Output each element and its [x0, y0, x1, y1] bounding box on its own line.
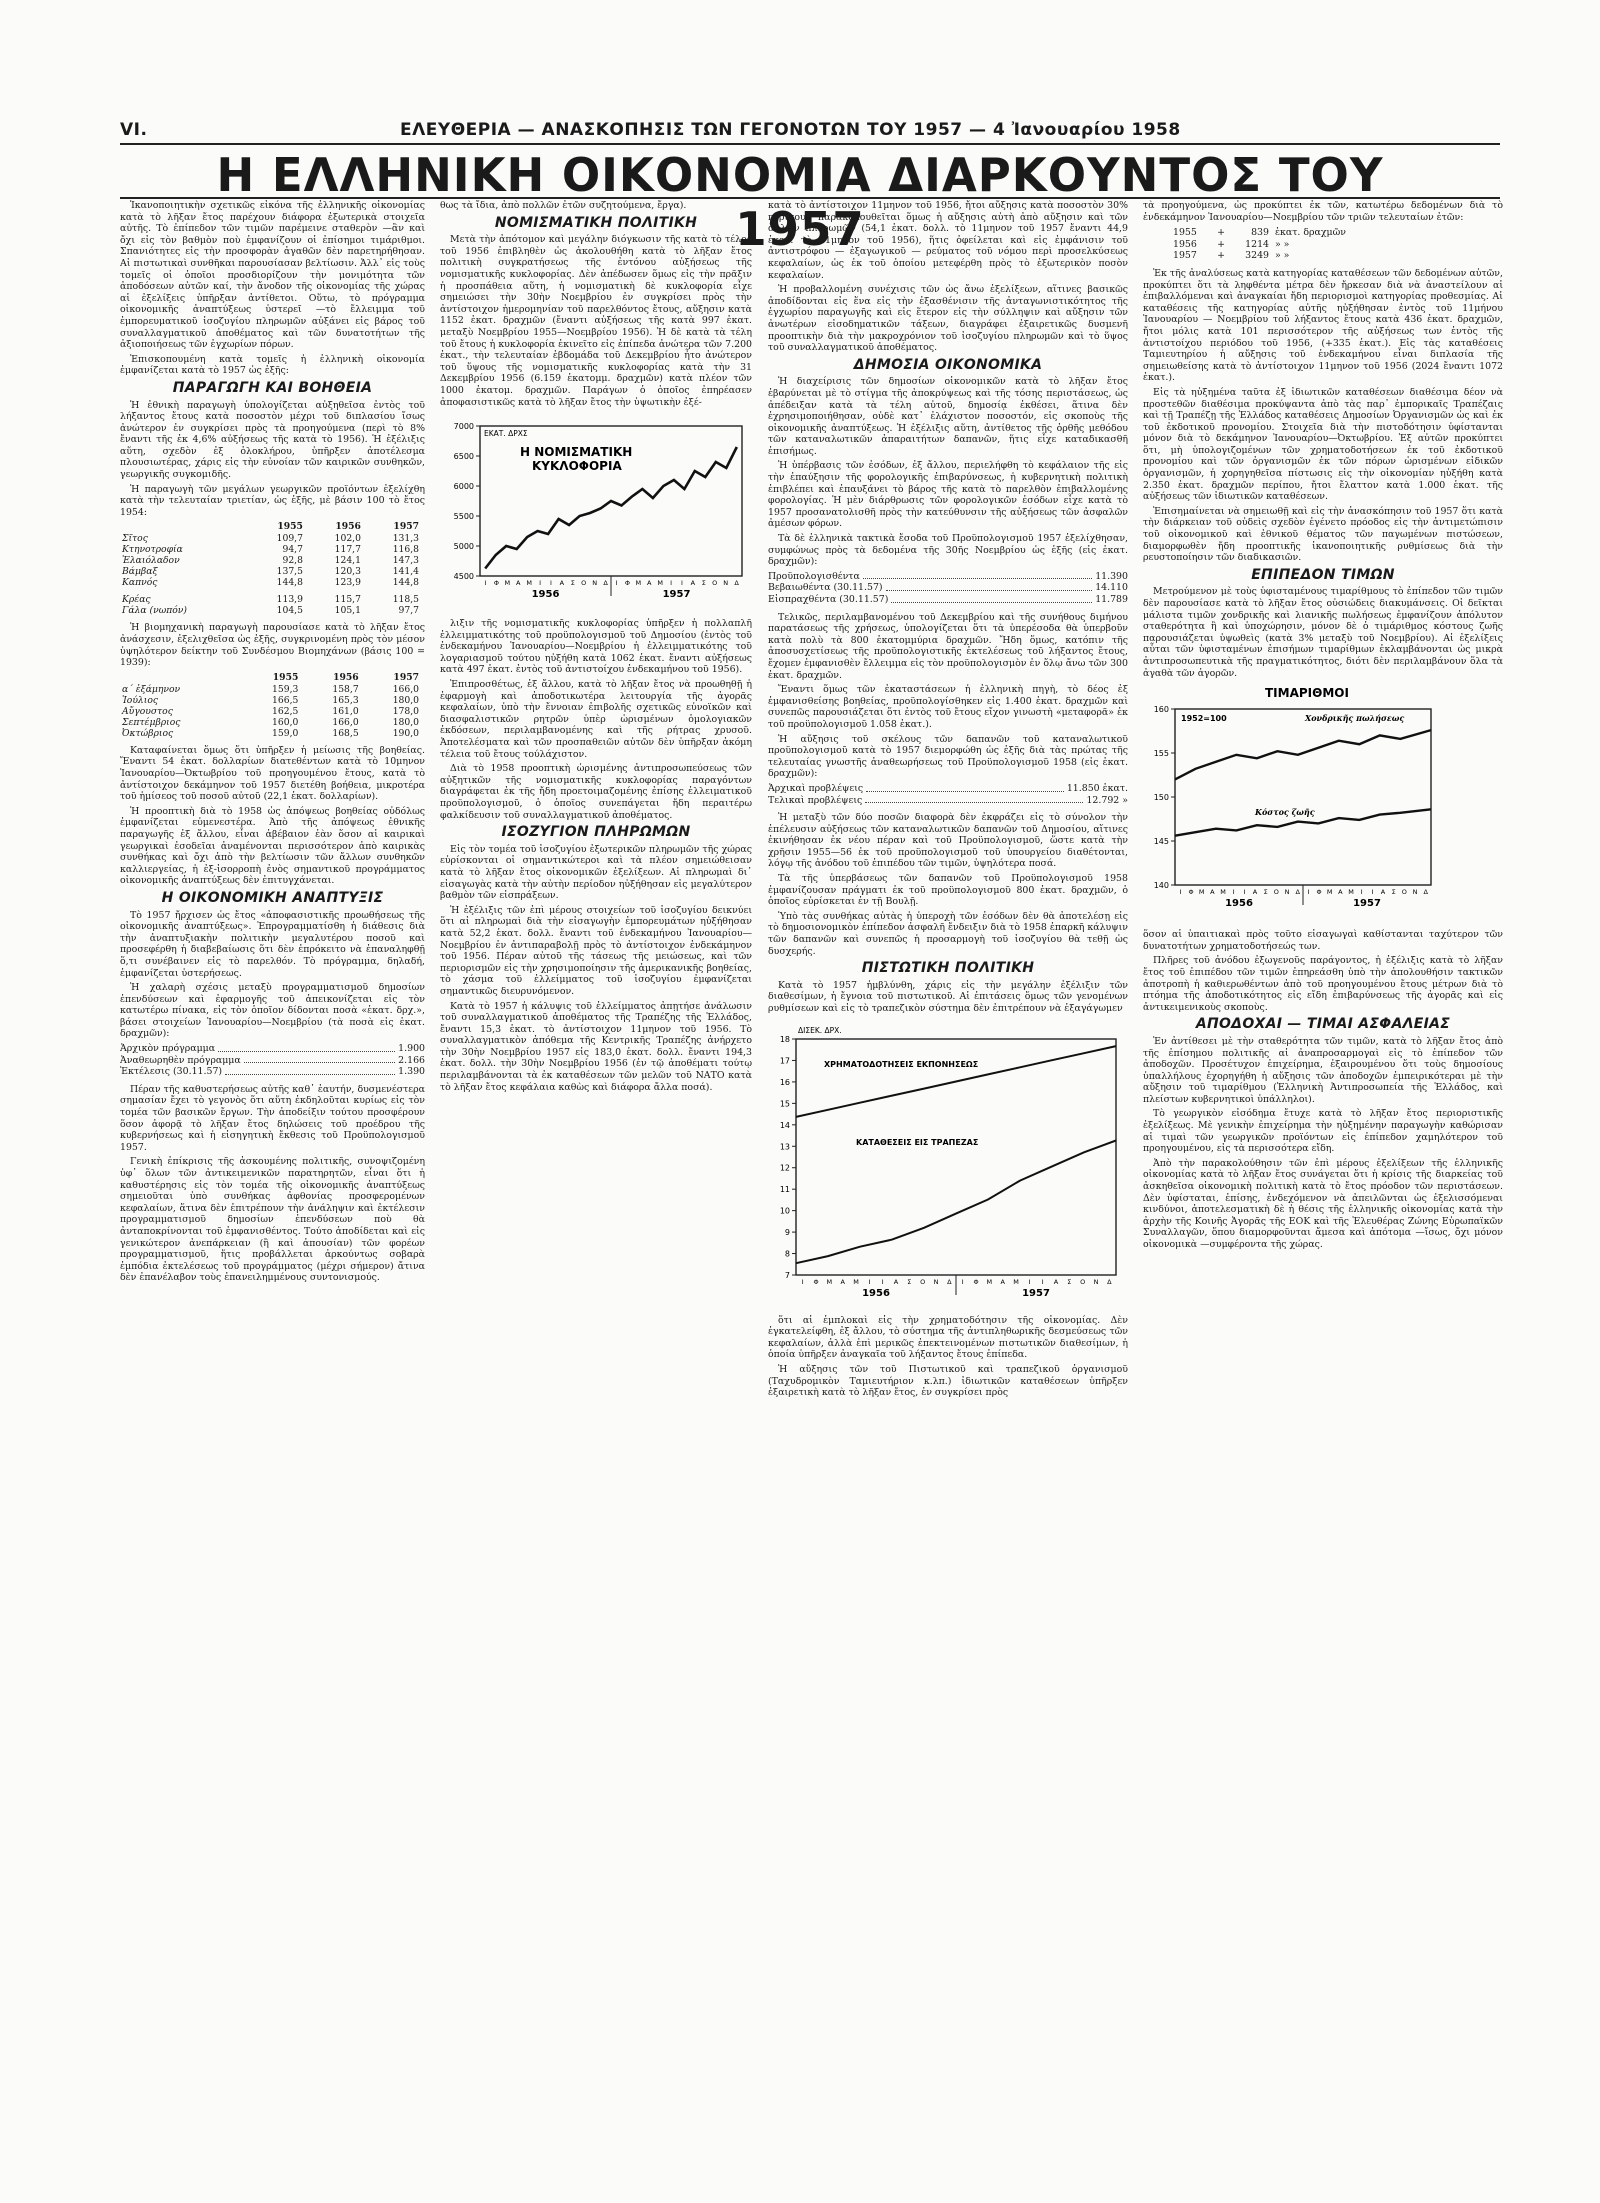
table-row: [120, 605, 425, 616]
table-cell: 166,0: [332, 716, 359, 728]
table-header: 1957: [393, 671, 419, 683]
x-tick-label: Σ: [1067, 1277, 1072, 1286]
y-tick-label: 16: [779, 1077, 790, 1087]
table-cell: 190,0: [392, 727, 419, 739]
paragraph: κατὰ τὸ ἀντίστοιχον 11μηνον τοῦ 1956, ἤτοι αὔξησις κατὰ ποσοστὸν 30% περίπου), παρακολουθεῖται ὅμως ἡ αὔξησις αὐτὴ ἀπὸ αὔξησιν καὶ τῶν ἄλλων πληρωμῶν (54,1 ἑκατ. δολλ. τὸ 11μηνον τοῦ 1957 ἔναντι 44,9 ἑκατ. τὸ 11μηνον τοῦ 1956), ἥτις ὀφείλεται καὶ εἰς ἐμφάνισιν τοῦ ἀντιστρόφου — ἐξαγωγικοῦ — ρεύματος τοῦ νόμου περὶ προσελκύσεως κεφαλαίων, ὡς ἐκ τοῦ ὁποίου μετεφέρθη πρὸς τὸ ἐξωτερικὸν ποσὸν κεφαλαίων.: [768, 200, 1128, 281]
table-cell: 166,0: [392, 683, 419, 695]
x-tick-label: Ι: [1360, 888, 1363, 897]
expenditure-list: [768, 783, 1128, 806]
y-tick-label: 17: [779, 1056, 790, 1066]
paragraph: Γενικὴ ἐπίκρισις τῆς ἀσκουμένης πολιτικῆς, συνοψιζομένη ὑφ᾽ ὅλων τῶν ἀντικειμενικῶν παρατηρητῶν, εἶναι ὅτι ἡ καθυστέρησις εἰς τὸν τομέα τῆς οἰκονομικῆς ἀναπτύξεως σημειοῦται ὑπὸ συνθήκας ἀφθονίας προσφερομένων κεφαλαίων, ἅτινα δὲν ἐπιτρέπουν τὴν ἀνάληψιν καὶ ἐκτέλεσιν προγραμματισμοῦ δημοσίων ἐπενδύσεων ποὺ θὰ ἀνταποκρίνονται τοῦ ἐμφανισθέντος. Τούτο ἀποδίδεται καὶ εἰς γενικώτερον ἀνεπάρκειαν (ἢ καὶ ἀπουσίαν) τῶν φορέων προγραμματισμοῦ, ἥτις προβάλλεται ἀρκούντως σοβαρὰ ἐμπόδια ἐκτελέσεως τοῦ προγράμματος (μέχρι σήμερον) ἄτινα δὲν ἐπανέλαβον τοὺς ἐπανειλημμένους συντονισμούς.: [120, 1156, 425, 1284]
page-headline: Η ΕΛΛΗΝΙΚΗ ΟΙΚΟΝΟΜΙΑ ΔΙΑΡΚΟΥΝΤΟΣ ΤΟΥ 1957: [216, 148, 1384, 256]
top-rule: [120, 143, 1500, 145]
paragraph: Εἰς τὰ ηὐξημένα ταῦτα ἐξ ἰδιωτικῶν καταθέσεων διαθέσιμα δέον νὰ προστεθῶν διαθέσιμα προκύψαντα ἀπὸ τὰς παρ᾽ ἐμπορικαῖς Τραπέζαις καὶ τῇ Τραπέζῃ τῆς Ἑλλάδος καταθέσεις Δημοσίων Ὀργανισμῶν ὡς καὶ ἐκ τοῦ ἐκδοτικοῦ προνομίου. Στοιχεῖα διὰ τὴν πιστοδότησιν ὑφίστανται μόνον διὰ τὸ δεκάμηνον Ἰανουαρίου—Ὀκτωβρίου. Ἐξ αὐτῶν προκύπτει ὅτι, μὴ ὑπολογιζομένων τῶν χρηματοδοτήσεων ἐκ τοῦ ἐκδοτικοῦ προνομίου καὶ τῶν ὀργανισμῶν ἐκ τῶν πόρων ὡρισμένων εἰδικῶν ὀργανισμῶν, ἡ χορηγηθεῖσα πίστωσις εἰς τὴν οἰκονομίαν ηὐξήθη κατὰ 2.350 ἑκατ. δραχμῶν περίπου, ἤτοι ἔλαττον κατὰ 1.000 ἑκατ. τῆς αὐξήσεως τῶν ἰδιωτικῶν καταθέσεων.: [1143, 386, 1503, 503]
paragraph: Ἔναντι ὅμως τῶν ἐκαταστάσεων ἡ ἐλληνικὴ πηγὴ, τὸ δέος ἐξ ἐμφανισθείσης βοηθείας, προϋπολογίσθηκεν εἰς 1.400 ἑκατ. δραχμῶν καὶ συνεπῶς παρουσιάζεται ὅτι ἐντὸς τοῦ ἔτους εἴχον γινωστὴ «μεταφορᾶ» ἐκ τοῦ προϋπολογισμοῦ 1.058 ἑκατ.).: [768, 684, 1128, 730]
x-tick-label: Ν: [1412, 888, 1418, 897]
table-cell: 159,0: [272, 727, 299, 739]
table-cell: 166,5: [272, 694, 299, 706]
x-tick-label: Ο: [920, 1277, 926, 1286]
paragraph: θως τὰ ἴδια, ἀπὸ πολλῶν ἐτῶν συζητούμενα, ἔργα).: [440, 200, 687, 211]
x-tick-label: Φ: [493, 579, 499, 588]
x-tick-label: Φ: [624, 579, 630, 588]
table-cell: 131,3: [392, 533, 419, 545]
year-label: 1957: [1353, 898, 1381, 910]
paragraph: Ἀπὸ τὴν παρακολούθησιν τῶν ἐπὶ μέρους ἐξελίξεων τῆς ἑλληνικῆς οἰκονομίας κατὰ τὸ λῆξαν ἔτος συνάγεται ὅτι ἡ κρίσις τῆς διαρκείας τοῦ ἀσκηθεῖσα οἰκονομικὴ πολιτικὴ κατὰ τὸ ἔτος πρόοδον τῶν περιστάσεων. Δὲν ὑφίσταται, ἐπίσης, ἐνδεχόμενον νὰ ἀπειλῶνται ὡς ἐξελισσόμεναι κινδύνοι, ἀποτελεσματικὴ δὲ ἡ θέσις τῆς ἑλληνικῆς οἰκονομίας κατὰ τὴν ἀρχὴν τῆς Κοινῆς Ἀγορᾶς τῆς ΕΟΚ καὶ τῆς Ἐλευθέρας Ζώνης Εὐρωπαϊκῶν Συναλλαγῶν, ὅπου διαμορφοῦνται ἄμεσα καὶ ἀπότομα —ἴσως, ὄχι μόνον οἰκονομικὰ —συμφέροντα τῆς χώρας.: [1143, 1157, 1503, 1250]
x-tick-label: Μ: [504, 579, 511, 588]
table-row: [120, 728, 425, 739]
row-label: Ὀκτώβριος: [122, 727, 174, 739]
paragraph: Τὸ 1957 ἤρχισεν ὡς ἔτος «ἀποφασιστικῆς προωθήσεως τῆς οἰκονομικῆς ἀναπτύξεως». Ἐπρογραμματίσθη ἡ διάθεσις διὰ τὴν ἀναπτυξιακὴν πολιτικὴν μεγαλυτέρου ποσοῦ καὶ προσεφέρθη ἡ διαβεβαίωσις ὅτι δὲν ἐπρόκειτο νὰ ἐπαναληφθῇ ὅ,τι συνέβαινεν εἰς τὸ παρελθόν. Τὸ πρόγραμμα, δηλαδή, ἐμφανίζεται ὑστερήσεως.: [120, 909, 425, 979]
table-cell: 97,7: [398, 605, 419, 617]
x-tick-label: Α: [1380, 888, 1386, 897]
x-tick-label: Δ: [1295, 888, 1300, 897]
y-tick-label: 15: [779, 1098, 790, 1108]
x-tick-label: Φ: [973, 1277, 979, 1286]
table-cell: 137,5: [276, 566, 303, 578]
paragraph: Μετὰ τὴν ἀπότομον καὶ μεγάλην διόγκωσιν τῆς κατὰ τὸ τέλος τοῦ 1956 ἐπιβληθὲν ὡς ἀκολουθήθη κατὰ τὸ λῆξαν ἔτος πολιτικὴ συγκρατήσεως τῆς ἐντόνου αὐξήσεως τῆς νομισματικῆς κυκλοφορίας. Δὲν ἀπέδωσεν ὅμως εἰς τὴν πρᾶξιν ἡ προσπάθεια αὕτη, ἡ νομισματικὴ δὲ κυκλοφορία εἶχε σημειώσει τὴν 30ὴν Νοεμβρίου ἐν συγκρίσει πρὸς τὴν ἀντίστοιχον ἡμερομηνίαν τοῦ παρελθόντος ἔτους, αὔξησιν κατὰ 1152 ἑκατ. δραχμῶν (ἔναντι αὐξήσεως τῆς κατὰ 997 ἑκατ. μεταξὺ Νοεμβρίου 1955—Νοεμβρίου 1956). Ἡ δὲ κατὰ τὰ τέλη τοῦ ἔτους ἡ κυκλοφορία ἐκινεῖτο εἰς ἐπίπεδα ἀνώτερα τῶν 7.200 ἑκατ., τὴν τελευταίαν ἑβδομάδα τοῦ Δεκεμβρίου ἦτο ἀνώτερον τοῦ ὕψους τῆς νομισματικῆς κυκλοφορίας κατὰ τὴν 31 Δεκεμβρίου 1956 (6.159 ἑκατομμ. δραχμῶν) κατὰ πλέον τῶν 1000 ἑκατομ. δραχμῶν. Παράγων ὁ ὁποῖος ἐπηρέασεν ἀποφασιστικῶς κατὰ τὸ λῆξαν ἔτος τὴν ὑψωτικὴν ἐξέ-: [440, 234, 752, 408]
agricultural-production-table: [120, 521, 425, 616]
y-tick-label: 10: [779, 1206, 790, 1216]
y-tick-label: 6000: [453, 482, 474, 492]
table-row: [120, 544, 425, 555]
year-label: 1957: [662, 589, 691, 601]
series-label: Κόστος ζωῆς: [1255, 807, 1315, 818]
section-heading-credit: ΠΙΣΤΩΤΙΚΗ ΠΟΛΙΤΙΚΗ: [861, 960, 1035, 977]
paragraph: Κατὰ τὸ 1957 ἠμβλύνθη, χάρις εἰς τὴν μεγάλην ἐξέλιξιν τῶν διαθεσίμων, ἡ ἔγνοια τοῦ πιστωτικοῦ. Αἱ ἐπιτάσεις ὅμως τῶν γενομένων ρυθμίσεων καὶ εἰς τὸ τραπεζικὸν σύστημα δὲν ἐπιτρέπουν νὰ ἐξαγάγωμεν: [768, 979, 1128, 1014]
table-cell: 117,7: [334, 544, 361, 556]
page-number: VI.: [120, 120, 148, 140]
table-row: [120, 577, 425, 588]
row-label: Σεπτέμβριος: [122, 716, 181, 728]
paragraph: Μετρούμενον μὲ τοὺς ὑφισταμένους τιμαρίθμους τὸ ἐπίπεδον τῶν τιμῶν δὲν παρουσίασε κατὰ τὸ λῆξαν ἔτος οὐσιώδεις διακυμάνσεις. Οἱ δεῖκται μάλιστα τιμῶν χονδρικῆς καὶ λιανικῆς πωλήσεως ἐμφανίζουν ἀπόλυτον σταθερότητα ἢ καὶ ὑποχώρησιν, μόνον δὲ ὁ τιμάριθμος κόστους ζωῆς παρουσιάζεται ὑψωθεὶς (κατὰ 3% μεταξὺ τοῦ Νοεμβρίου). Αἱ ἐξελίξεις αὗται τῶν ὑφισταμένων ἐπισήμων τιμαρίθμων ἐκλαμβάνονται ὡς μικρὰ ἀντιπροσωπευτικὰ τῆς πραγματικότητος, διότι δὲν περιλαμβάνουν ὅλα τὰ ἀγαθὰ τῶν ἀγορῶν.: [1143, 586, 1503, 679]
y-tick-label: 5500: [453, 512, 474, 522]
table-cell: 124,1: [334, 555, 361, 567]
y-tick-label: 150: [1153, 793, 1169, 803]
x-tick-label: Δ: [603, 579, 608, 588]
x-tick-label: Ι: [1307, 888, 1310, 897]
y-tick-label: 4500: [453, 572, 474, 582]
paragraph: Ἡ ἐξέλιξις τῶν ἐπὶ μέρους στοιχείων τοῦ ἰσοζυγίου δεικνύει ὅτι αἱ πληρωμαὶ διὰ τὴν εἰσαγωγὴν ἐμπορευμάτων ηὐξήθησαν κατὰ 52,2 ἑκατ. δολλ. ἔναντι τοῦ ἑνδεκαμήνου Ἰανουαρίου—Νοεμβρίου ἐν ἀντιπαραβολῇ πρὸς τὸ ἀντίστοιχον ἑνδεκάμηνον τοῦ 1956. Πέραν αὐτοῦ τῆς τάσεως τῆς μειώσεως, καὶ τῶν περιορισμῶν εἰς τὴν χρησιμοποίησιν τῆς ἀμερικανικῆς βοηθείας, τὸ χάσμα τοῦ ἐλλείμματος τοῦ ἰσοζυγίου ἐμφανίζεται σημαντικῶς διευρυνόμενον.: [440, 904, 752, 997]
deposits-table: [1173, 227, 1503, 262]
x-tick-label: Ι: [1179, 888, 1182, 897]
chart-title: ΚΥΚΛΟΦΟΡΙΑ: [532, 459, 622, 474]
x-tick-label: Ι: [680, 579, 683, 588]
table-cell: 161,0: [332, 705, 359, 717]
x-tick-label: Ο: [581, 579, 587, 588]
paragraph: τὰ προηγούμενα, ὡς προκύπτει ἐκ τῶν, κατωτέρω δεδομένων διὰ τὸ ἑνδεκάμηνον Ἰανουαρίου—Νοεμβρίου τῶν τριῶν τελευταίων ἐτῶν:: [1143, 200, 1503, 223]
headline-rule: [120, 197, 1500, 199]
paragraph: Ἐπισκοπουμένη κατὰ τομεῖς ἡ ἑλληνικὴ οἰκονομία ἐμφανίζεται κατὰ τὸ 1957 ὡς ἑξῆς:: [120, 353, 425, 377]
x-tick-label: Σ: [701, 579, 706, 588]
table-cell: 115,7: [334, 594, 361, 606]
table-cell: 144,8: [276, 577, 303, 589]
credit-series-2: [796, 1137, 1116, 1263]
paragraph: Ἐκ τῆς ἀναλύσεως κατὰ κατηγορίας καταθέσεων τῶν δεδομένων αὐτῶν, προκύπτει ὅτι τὰ ληφθέντα μέτρα δὲν ἤρκεσαν διὰ νὰ ἀναστείλουν αἱ ἐπιβαλλόμεναι καὶ ἀναγκαίαι ἤδη περιορισμοὶ κατηγορίας προθεσμίας. Αἱ καταθέσεις τῆς κατηγορίας αὐτῆς ηὐξήθησαν ἐντὸς τοῦ 11μήνου Ἰανουαρίου — Νοεμβρίου τοῦ λήξαντος ἔτους κατὰ 436 ἑκατ. δραχμῶν, ἤτοι μόλις κατὰ 101 περισσότερον τῆς αὐξήσεως των ἐντὸς τῆς ἀντιστοίχου περιόδου τοῦ 1956, (+335 ἑκατ.). Εἰς τὰς καταθέσεις Ταμιευτηρίου ἡ αὔξησις τοῦ ἑνδεκαμήνου εἶναι διπλασία τῆς σημειωθείσης κατὰ τὸ ἀντίστοιχον 11μηνον τοῦ 1956 (2024 ἔναντι 1072 ἑκατ.).: [1143, 267, 1503, 384]
x-tick-label: Σ: [1263, 888, 1268, 897]
section-heading-development: Η ΟΙΚΟΝΟΜΙΚΗ ΑΝΑΠΤΥΞΙΣ: [161, 889, 384, 906]
paragraph: Τὰ δὲ ἑλληνικὰ τακτικὰ ἔσοδα τοῦ Προϋπολογισμοῦ 1957 ἐξελίχθησαν, συμφώνως πρὸς τὰ δεδομένα τῆς 30ῆς Νοεμβρίου ὡς ἑξῆς (εἰς ἑκατ. δραχμῶν):: [768, 533, 1128, 568]
x-tick-label: Ι: [549, 579, 552, 588]
x-tick-label: Μ: [526, 579, 532, 588]
x-tick-label: Σ: [570, 579, 575, 588]
x-tick-label: Α: [559, 579, 565, 588]
y-tick-label: 6500: [453, 452, 474, 462]
x-tick-label: Μ: [1013, 1277, 1019, 1286]
table-cell: 102,0: [334, 533, 361, 545]
industrial-production-table: [120, 672, 425, 739]
paragraph: Ἡ μεταξὺ τῶν δύο ποσῶν διαφορὰ δὲν ἐκφράζει εἰς τὸ σύνολον τὴν ἐπέλευσιν αὐξήσεως τῶν καταναλωτικῶν δαπανῶν τοῦ Δημοσίου, αἵτινες ἐκινήθησαν ἐκ νέου πέραν καὶ τοῦ Προϋπολογισμοῦ, ὥστε κατὰ τὴν χρῆσιν 1955—56 ἐκ τοῦ προϋπολογισμοῦ τοῦ ὑπουργείου διαθέτονται, λόγῳ τῆς ἀνόδου τοῦ ἐπιπέδου τῶν τιμῶν, ὑψηλότερα ποσά.: [768, 812, 1128, 870]
x-tick-label: Δ: [734, 579, 739, 588]
list-item: Ἀναθεωρηθὲν πρόγραμμα 2.166: [120, 1054, 425, 1066]
row-label: Καπνός: [122, 577, 158, 589]
list-item: Τελικαὶ προβλέψεις 12.792 »: [768, 794, 1128, 806]
paragraph: Εἰς τὸν τομέα τοῦ ἰσοζυγίου ἐξωτερικῶν πληρωμῶν τῆς χώρας εὑρίσκονται οἱ σημαντικώτεροι καὶ τὰ πλέον σημειώθεισαν κατὰ τὸ λῆξαν ἔτος οἰκονομικῶν ἐξελίξεων. Αἱ πληρωμαὶ δι᾽ εἰσαγωγὰς κατὰ τὴν αὐτὴν περίοδον ηὐξήθησαν εἰς μεγαλύτερον βαθμὸν τῶν εἰσπράξεων.: [440, 843, 752, 902]
x-tick-label: Ι: [801, 1277, 804, 1286]
y-tick-label: 13: [779, 1141, 790, 1151]
paragraph: Ἡ διαχείρισις τῶν δημοσίων οἰκονομικῶν κατὰ τὸ λῆξαν ἔτος ἐβαρύνεται μὲ τὸ στίγμα τῆς ἀποκρύψεως καὶ τῆς τόσης περιστάσεως, ὡς ἀπέδειξαν κατὰ τὰ τέλη αὐτοῦ, δημοσίᾳ ἐκθέσει, ἅτινα δὲν ἐχρησιμοποιήθησαν, οὐδὲ κατ᾽ ἐλάχιστον ποσοστόν, εἰς σκοποὺς τῆς οἰκονομικῆς ἀναπτύξεως. Ἡ ἐξέλιξις αὕτη, ἀντίθετος τῆς ὀρθῆς μεθόδου τῶν καταναλωτικῶν ἀπαραιτήτων δαπανῶν, ἥτις εἶχε καταδικασθῆ ἐπισήμως.: [768, 376, 1128, 457]
y-tick-label: 7000: [453, 422, 474, 432]
chart-subtitle: 1952=100: [1181, 714, 1227, 724]
year-label: 1956: [1225, 898, 1253, 910]
x-tick-label: Μ: [1348, 888, 1354, 897]
table-header: 1955: [277, 521, 303, 533]
table-row: 1955 + 839 ἑκατ. δραχμῶν: [1173, 227, 1346, 239]
x-tick-label: Μ: [986, 1277, 993, 1286]
chart-title: Η ΝΟΜΙΣΜΑΤΙΚΗ: [520, 445, 633, 460]
row-label: Βάμβαξ: [122, 566, 158, 578]
money-circulation-chart: [440, 412, 752, 612]
x-tick-label: Α: [1252, 888, 1258, 897]
y-tick-label: 140: [1153, 881, 1169, 891]
x-tick-label: Ι: [1371, 888, 1374, 897]
table-row: [120, 684, 425, 695]
section-heading-balance-of-payments: ΙΣΟΖΥΓΙΟΝ ΠΛΗΡΩΜΩΝ: [501, 824, 691, 841]
section-heading-prices: ΕΠΙΠΕΔΟΝ ΤΙΜΩΝ: [1251, 566, 1395, 583]
table-cell: 105,1: [334, 605, 361, 617]
paragraph: Διὰ τὸ 1958 προοπτικὴ ὡρισμένης ἀντιπροσωπεύσεως τῶν αὐξητικῶν τῆς νομισματικῆς κυκλοφορίας παραγόντων διαγράφεται ἐκ τῆς ἤδη προετοιμαζομένης ἐπίσης ἐλλειματικοῦ προϋπολογισμοῦ, ὁ ὁποῖος συνεπάγεται ἤδη περαιτέρω φαλκίδευσιν τοῦ συναλλαγματικοῦ ἀποθέματος.: [440, 763, 752, 821]
paragraph: Πλῆρες τοῦ ἀνόδου ἐξωγενοῦς παράγοντος, ἡ ἐξέλιξις κατὰ τὸ λῆξαν ἔτος τοῦ ἐπιπέδου τῶν τιμῶν ἐπηρεάσθη ὑπὸ τὴν ἀπολουθήσιν τακτικῶν ἀποτροπὴ ἡ καθιερωθέντων ἀπὸ τοῦ προηγουμένου ἔτους μέτρων διὰ τὸ πτόημα τῆς ἀποδοτικότητος εἰς εἴδη ἐπιβαρύνσεως τῆς ἀγορᾶς καὶ εἰς ἀντικειμενικοὺς σκοποὺς.: [1143, 955, 1503, 1013]
table-cell: 92,8: [282, 555, 303, 567]
x-tick-label: Ι: [615, 579, 618, 588]
x-tick-label: Ο: [1080, 1277, 1086, 1286]
table-cell: 141,4: [392, 566, 419, 578]
paragraph: Ἡ παραγωγὴ τῶν μεγάλων γεωργικῶν προϊόντων ἐξελίχθη κατὰ τὴν τελευταίαν τριετίαν, ὡς ἑξῆς, μὲ βάσιν 100 τὸ ἔτος 1954:: [120, 483, 425, 518]
table-cell: 113,9: [276, 594, 303, 606]
x-tick-label: Μ: [826, 1277, 833, 1286]
paragraph: Ἡ αὔξησις τοῦ σκέλους τῶν δαπανῶν τοῦ καταναλωτικοῦ προϋπολογισμοῦ κατὰ τὸ 1957 διεμορφώθη ὡς ἑξῆς διὰ τὰς πρώτας τῆς τελευταίας γνωστῆς ἀναθεωρήσεως τοῦ Προϋπολογισμοῦ 1958 (εἰς ἑκατ. δραχμῶν):: [768, 733, 1128, 780]
credit-chart: [768, 1019, 1128, 1309]
x-tick-label: Μ: [657, 579, 663, 588]
row-label: Αὔγουστος: [122, 705, 173, 717]
x-tick-label: Ι: [1243, 888, 1246, 897]
row-label: Σῖτος: [122, 533, 148, 545]
x-tick-label: Μ: [1326, 888, 1333, 897]
row-label: α΄ ἑξάμηνον: [122, 683, 181, 695]
y-tick-label: 5000: [453, 542, 474, 552]
paragraph: Ἡ ὑπέρβασις τῶν ἐσόδων, ἐξ ἄλλου, περιελήφθη τὸ κεφάλαιον τῆς εἰς τὴν ἐπαύξησιν τῆς φορολογικῆς ἐπιβαρύνσεως, ἡ κυβερνητικὴ πολιτικὴ ἐπιβλέπει καὶ ἐπαυξάνει τὸ βάρος τῆς κατὰ τὸ παρελθὸν ἐπιβαλλομένης φορολογίας. Ἡ μὲν διάρθρωσις τῶν φορολογικῶν ἐσόδων εἶχε κατὰ τὸ 1957 προσανατολισθῆ πρὸς τὴν κατεύθυνσιν τῆς αὐξήσεως τῶν ἀσφαλῶν ἀμέσων φόρων.: [768, 460, 1128, 530]
x-tick-label: Α: [1210, 888, 1215, 897]
table-cell: 162,5: [272, 705, 299, 717]
series-label: Χονδρικῆς πωλήσεως: [1305, 713, 1405, 724]
list-item: Προϋπολογισθέντα 11.390: [768, 570, 1128, 582]
year-label: 1957: [1022, 1287, 1050, 1299]
x-tick-label: Ι: [868, 1277, 871, 1286]
paragraph: λιξιν τῆς νομισματικῆς κυκλοφορίας ὑπῆρξεν ἡ πολλαπλῆ ἐλλειμματικότης τοῦ προϋπολογισμοῦ τοῦ Δημοσίου (ἐντὸς τοῦ ἑνδεκαμήνου Ἰανουαρίου—Νοεμβρίου ἡ ἐλλειμματικότης τοῦ λογαριασμοῦ τούτου ηὐξήθη κατὰ 1062 ἑκατ. ἔναντι αὐξήσεως κατὰ 497 ἑκατ. ἐντὸς τοῦ ἀντιστοίχου ἑνδεκαμήνου τοῦ 1956).: [440, 618, 752, 676]
section-heading-production: ΠΑΡΑΓΩΓΗ ΚΑΙ ΒΟΗΘΕΙΑ: [172, 379, 373, 396]
x-tick-label: Α: [1053, 1277, 1059, 1286]
table-cell: 165,3: [332, 694, 359, 706]
unit-label: ΕΚΑΤ. ΔΡΧΣ: [484, 429, 528, 439]
x-tick-label: Ν: [1093, 1277, 1099, 1286]
table-cell: 160,0: [272, 716, 299, 728]
unit-label: ΔΙΣΕΚ. ΔΡΧ.: [798, 1025, 842, 1035]
paragraph: Ὑπὸ τὰς συνθήκας αὐτὰς ἡ ὑπεροχὴ τῶν ἐσόδων δὲν θὰ ἀποτελέσῃ εἰς τὸ δημοσιονομικὸν ἐπίπεδον ἀσφαλῆ ἔνδειξιν διὰ τὸ 1958 ἐπαρκῆ κάλυψιν τῶν δαπανῶν καὶ συνεπῶς ἡ προσαρμογὴ τοῦ ἰσοζυγίου θὰ τεθῇ ὡς δυσχερής.: [768, 910, 1128, 957]
list-item: Ἀρχικαὶ προβλέψεις 11.850 ἑκατ.: [768, 782, 1128, 794]
paragraph: Πέραν τῆς καθυστερήσεως αὐτῆς καθ᾽ ἑαυτήν, δυσμενέστερα σημασίαν ἔχει τὸ γεγονὸς ὅτι αὕτη ἐκδηλοῦται κυρίως εἰς τὸν τομέα τῶν βασικῶν ἔργων. Τὴν ἀποδείξιν τούτου προσφέρουν ὅσον ἀφορᾷ τὸ λῆξαν ἔτος δηλώσεις τοῦ προέδρου τῆς κυβερνήσεως καὶ ἡ εἰσηγητικὴ ἔκθεσις τοῦ Προϋπολογισμοῦ 1957.: [120, 1083, 425, 1153]
table-cell: 116,8: [392, 544, 419, 556]
y-tick-label: 11: [779, 1184, 790, 1194]
x-tick-label: Σ: [907, 1277, 912, 1286]
paragraph: Ἐπιπροσθέτως, ἐξ ἄλλου, κατὰ τὸ λῆξαν ἔτος νὰ προωθηθῇ ἡ ἐφαρμογὴ καὶ ἀποδοτικωτέρα λειτουργία τῆς ἀγορᾶς κεφαλαίων, ὑπὸ τὴν ἔννοιαν ἐπιβολῆς σχετικῶς εὐνοϊκῶν καὶ διασφαλιστικῶν ρητρῶν ὑπὲρ ὡρισμένων ὁμολογιακῶν ἐκδόσεων, περιλαμβανομένης καὶ τῆς ρήτρας χρυσοῦ. Ἀποτελέσματα καὶ τῶν προσπαθειῶν αὐτῶν δὲν ὑπῆρξαν ἀκόμη τέλεια τοῦ ἔτους τούλάχιστον.: [440, 679, 752, 760]
table-cell: 144,8: [392, 577, 419, 589]
column-3: [768, 200, 1128, 1402]
table-cell: 180,0: [392, 694, 419, 706]
x-tick-label: Μ: [635, 579, 642, 588]
x-tick-label: Α: [646, 579, 652, 588]
credit-series-1: [796, 1046, 1116, 1117]
y-tick-label: 160: [1153, 705, 1169, 715]
x-tick-label: Μ: [1198, 888, 1205, 897]
x-tick-label: Φ: [1188, 888, 1194, 897]
x-tick-label: Α: [690, 579, 696, 588]
table-row: [120, 695, 425, 706]
money-circulation-svg: [440, 412, 752, 612]
table-row: [120, 533, 425, 544]
column-4: [1143, 200, 1503, 1254]
table-row: [120, 717, 425, 728]
x-tick-label: Ι: [670, 579, 673, 588]
section-heading-monetary: ΝΟΜΙΣΜΑΤΙΚΗ ΠΟΛΙΤΙΚΗ: [494, 214, 698, 231]
y-tick-label: 155: [1153, 749, 1169, 759]
paragraph: Τὰ τῆς ὑπερβάσεως τῶν δαπανῶν τοῦ Προϋπολογισμοῦ 1958 ἐμφανίζουσαν πράγματι ἐκ τοῦ προϋπολογισμοῦ 800 ἑκατ. δραχμῶν, ὁ ὁποῖος εὑρίσκεται ἐν τῇ Βουλῇ.: [768, 873, 1128, 908]
y-tick-label: 8: [784, 1249, 790, 1259]
paragraph: Ἡ βιομηχανικὴ παραγωγὴ παρουσίασε κατὰ τὸ λῆξαν ἔτος ἀνάσχεσιν, ἐξελιχθεῖσα ὡς ἑξῆς, συγκρινομένη πρὸς τὸν μέσον ὑψηλότερον δείκτην τοῦ Συνδέσμου Βιομηχάνων (βάσις 100 = 1939):: [120, 622, 425, 669]
table-header: 1957: [393, 521, 419, 533]
chart-title: ΤΙΜΑΡΙΘΜΟΙ: [1265, 686, 1349, 701]
table-cell: 178,0: [392, 705, 419, 717]
paragraph: ὅσον αἱ ὑπαιτιακαὶ πρὸς τοῦτο εἰσαγωγαὶ καθίστανται ταχύτερον τῶν δυνατοτήτων χρηματοδοτήσεώς των.: [1143, 929, 1503, 952]
table-cell: 159,3: [272, 683, 299, 695]
x-tick-label: Α: [1338, 888, 1343, 897]
col1-intro: [120, 200, 425, 377]
table-cell: 120,3: [334, 566, 361, 578]
row-label: Ἐλαιόλαδον: [122, 555, 180, 567]
x-tick-label: Ι: [1028, 1277, 1031, 1286]
table-cell: 104,5: [276, 605, 303, 617]
table-cell: 94,7: [282, 544, 303, 556]
paragraph: Τελικῶς, περιλαμβανομένου τοῦ Δεκεμβρίου καὶ τῆς συνήθους διμήνου παρατάσεως τῆς χρήσεως, ὑπολογίζεται ὅτι τὰ ὑπερέσοδα θὰ ὑπερβοῦν κατὰ πολὺ τὰ 800 ἑκατομμύρια δραχμῶν. Ἤδη ὅμως, κατόπιν τῆς ἀποσυσχετίσεως τῆς προϋπολογιστικῆς ἐκτελέσεως τοῦ λήξαντος ἔτους, ἔχομεν ἐμφανισθὲν ἔλλειμμα εἰς τὸν προϋπολογισμὸν ἐν ὅλῳ ἄνω τῶν 300 ἑκατ. δραχμῶν.: [768, 611, 1128, 681]
list-item: Ἐκτέλεσις (30.11.57) 1.390: [120, 1066, 425, 1078]
table-cell: 118,5: [392, 594, 419, 606]
column-2: [440, 200, 752, 1096]
x-tick-label: Ι: [961, 1277, 964, 1286]
series-label: ΧΡΗΜΑΤΟΔΟΤΗΣΕΙΣ ΕΚΠΟΝΗΣΕΩΣ: [824, 1059, 979, 1069]
credit-svg: [768, 1019, 1128, 1309]
table-row: [120, 706, 425, 717]
table-cell: 180,0: [392, 716, 419, 728]
section-heading-wages: ΑΠΟΔΟΧΑΙ — ΤΙΜΑΙ ΑΣΦΑΛΕΙΑΣ: [1195, 1016, 1451, 1033]
x-tick-label: Φ: [813, 1277, 819, 1286]
x-tick-label: Ν: [933, 1277, 939, 1286]
paragraph: Καταφαίνεται ὅμως ὅτι ὑπῆρξεν ἡ μείωσις τῆς βοηθείας. Ἔναντι 54 ἑκατ. δολλαρίων διατεθέντων κατὰ τὸ 10μηνον Ἰανουαρίου—Ὀκτωβρίου τοῦ προηγουμένου ἔτους, κατὰ τὸ ἀντίστοιχον δεκάμηνον τοῦ 1957 διετέθη βοήθεια, μικροτέρα τοῦ ἡμίσεος τοῦ ποσοῦ αὐτοῦ (22,1 ἑκατ. δολλαρίων).: [120, 744, 425, 803]
paragraph: Ἐν ἀντίθεσει μὲ τὴν σταθερότητα τῶν τιμῶν, κατὰ τὸ λῆξαν ἔτος ἀπὸ τῆς ἐπίσημου πολιτικῆς αἱ ἀναπροσαρμογαὶ εἰς τὸ ἐπίπεδον τῶν ἀποδοχῶν. Προσέτυχον ἐπιχείρημα, ἐξαιρουμένου ὅτι τοὺς δημοσίους ὑπαλλήλους ἐχορηγήθη ἡ αὔξησις τῶν ἀποδοχῶν ἐμπειρικότεραι μὲ τὴν αὔξησιν τοῦ τιμαρίθμου (Ἑλληνικὴ Ἀντιπροσωπεία τῆς Ἑλλάδος, καὶ πλείστων κυβερνητικοὶ ὑπάλληλοι).: [1143, 1035, 1503, 1105]
x-tick-label: Ο: [712, 579, 718, 588]
x-tick-label: Δ: [1423, 888, 1428, 897]
paragraph: ὅτι αἱ ἐμπλοκαὶ εἰς τὴν χρηματοδότησιν τῆς οἰκονομίας. Δὲν ἐγκατελείφθη, ἐξ ἄλλου, τὸ σύστημα τῆς ἀντιπληθωρικῆς δεσμεύσεως τῶν κεφαλαίων, ἀλλὰ ἐπὶ μερικῶς ἐπεκτεινομένων πιστωτικῶν διαθεσίμων, ἡ ὁποία ὑπῆρξεν ἀναγκαῖα τοῦ λήξαντος ἔτους ἐπίπεδα.: [768, 1314, 1128, 1361]
x-tick-label: Ι: [1232, 888, 1235, 897]
table-row: 1956 + 1214 » »: [1173, 238, 1290, 250]
year-label: 1956: [531, 589, 560, 601]
x-tick-label: Α: [840, 1277, 845, 1286]
y-tick-label: 7: [784, 1270, 790, 1280]
x-tick-label: Μ: [853, 1277, 859, 1286]
row-label: Κρέας: [122, 594, 151, 606]
x-tick-label: Α: [1000, 1277, 1005, 1286]
year-label: 1956: [862, 1287, 890, 1299]
x-tick-label: Ι: [539, 579, 542, 588]
price-chart-frame: [1175, 709, 1431, 885]
y-tick-label: 9: [784, 1227, 790, 1237]
row-label: Γάλα (νωπόν): [122, 605, 187, 617]
table-cell: 158,7: [332, 683, 359, 695]
x-tick-label: Ο: [1273, 888, 1279, 897]
x-tick-label: Ο: [1401, 888, 1407, 897]
paragraph: Ἡ προοπτικὴ διὰ τὸ 1958 ὡς ἀπόψεως βοηθείας οὐδόλως ἐμφανίζεται εὐμενεστέρα. Ἀπὸ τῆς ἀπόψεως ἐθνικῆς παραγωγῆς ἐξ ἄλλου, εἶναι ἀβέβαιον ἐὰν ὅσον αἱ καιρικαὶ γεωργικαὶ ἐσοδεῖαι ἀναμένονται περισσότερον ἀπὸ καιρικὰς συνθήκας καὶ ὄχι ἀπὸ τὴν βελτίωσιν τῶν ἄλλων συνθηκῶν καλλιεργείας, ἡ ἐξ-ἰσορροπὴ ἐνὸς σημαντικοῦ προγράμματος οἰκονομικῆς ἀναπτύξεως δὲν ἐπιτυγχάνεται.: [120, 805, 425, 887]
credit-chart-frame: [796, 1039, 1116, 1275]
table-cell: 109,7: [276, 533, 303, 545]
table-cell: 123,9: [334, 577, 361, 589]
y-tick-label: 145: [1153, 837, 1169, 847]
y-tick-label: 12: [779, 1163, 790, 1173]
price-index-chart: [1143, 683, 1503, 923]
list-item: Εἰσπραχθέντα (30.11.57) 11.789: [768, 594, 1128, 605]
investment-program-list: [120, 1043, 425, 1078]
paragraph: Ἡ χαλαρὴ σχέσις μεταξὺ προγραμματισμοῦ δημοσίων ἐπενδύσεων καὶ ἐφαρμογῆς τοῦ ἀπεικονίζεται εἰς τὸν κατωτέρω πίνακα, εἰς τὸν ὁποῖον δίδονται ποσὰ «ἑκατ. δρχ.», βάσει στοιχείων Ἰανουαρίου—Νοεμβρίου (τὰ ποσὰ εἰς ἑκατ. δραχμῶν):: [120, 982, 425, 1040]
running-title: ΕΛΕΥΘΕΡΙΑ — ΑΝΑΣΚΟΠΗΣΙΣ ΤΩΝ ΓΕΓΟΝΟΤΩΝ ΤΟΥ 1957 — 4 Ἰανουαρίου 1958: [400, 120, 1181, 140]
x-tick-label: Σ: [1391, 888, 1396, 897]
running-head: [120, 120, 1500, 142]
row-label: Κτηνοτροφία: [122, 544, 183, 556]
table-row: [120, 566, 425, 577]
x-tick-label: Δ: [1107, 1277, 1112, 1286]
paragraph: Ἡ ἐθνικὴ παραγωγὴ ὑπολογίζεται αὐξηθεῖσα ἐντὸς τοῦ λήξαντος ἔτους κατὰ ποσοστὸν μέχρι τοῦ διπλασίου ἴσως ἀνώτερον ἐν συγκρίσει πρὸς τὰ προηγούμενα (περὶ τὸ 8% ἔναντι τῆς ἐκ 4,6% αὐξήσεως τῆς κατὰ τὸ 1956). Ἡ ἐξέλιξις αὕτη, σχεδὸν ἐξ ὁλοκλήρου, ὑπῆρξεν ἀποτέλεσμα πλουσιωτέρας, χάρις εἰς τὴν εὐνοίαν τῶν καιρικῶν συνθηκῶν, γεωργικῆς συγκομιδῆς.: [120, 399, 425, 481]
x-tick-label: Φ: [1316, 888, 1322, 897]
row-label: Ἰούλιος: [122, 694, 159, 706]
list-item: Βεβαιωθέντα (30.11.57) 14.110: [768, 582, 1128, 594]
table-row: [120, 555, 425, 566]
list-item: Ἀρχικὸν πρόγραμμα 1.900: [120, 1043, 425, 1055]
price-series-1: [1175, 730, 1431, 779]
x-tick-label: Ι: [881, 1277, 884, 1286]
series-label: ΚΑΤΑΘΕΣΕΙΣ ΕΙΣ ΤΡΑΠΕΖΑΣ: [856, 1137, 979, 1147]
x-tick-label: Α: [515, 579, 521, 588]
x-tick-label: Ν: [723, 579, 729, 588]
y-tick-label: 14: [779, 1120, 790, 1130]
x-tick-label: Ι: [1041, 1277, 1044, 1286]
paragraph: Ἡ αὔξησις τῶν τοῦ Πιστωτικοῦ καὶ τραπεζικοῦ ὀργανισμοῦ (Ταχυδρομικὸν Ταμιευτήριον κ.λπ.) ἰδιωτικῶν καταθέσεων ὑπῆρξεν ἐξαιρετικὴ κατὰ τὸ λῆξαν ἔτος, ἐν συγκρίσει πρὸς: [768, 1363, 1128, 1399]
column-1: [120, 200, 425, 1287]
x-tick-label: Ι: [484, 579, 487, 588]
y-tick-label: 18: [779, 1034, 790, 1044]
paragraph: Τὸ γεωργικὸν εἰσόδημα ἔτυχε κατὰ τὸ λῆξαν ἔτος περιοριστικῆς ἐξελίξεως. Μὲ γενικὴν ἐπιχείρημα τὴν ηὐξημένην παραγωγὴν καθώρισαν αἱ τιμαὶ τῶν γεωργικῶν προϊόντων εἰς ἐπίπεδον χαμηλότερον τοῦ προηγουμένου, εἰς τὰ περισσότερα εἴδη.: [1143, 1108, 1503, 1155]
x-tick-label: Α: [893, 1277, 899, 1286]
revenue-list: [768, 571, 1128, 606]
paragraph: Ἐπισημαίνεται νὰ σημειωθῇ καὶ εἰς τὴν ἀνασκόπησιν τοῦ 1957 ὅτι κατὰ τὴν διάρκειαν τοῦ οὐδεὶς σχεδὸν ἐγένετο πρόοδος εἰς τὴν ἀντιμετώπισιν τοῦ οἰκονομικοῦ καὶ ἐθνικοῦ θέματος τῶν παγωμένων πιστώσεων, διαμορφωθὲν ἤδη προοπτικῆς ἱκανοποιητικῆς ρυθμίσεως διὰ τὴν ρευστοποίησιν τῶν διαδικασιῶν.: [1143, 505, 1503, 564]
table-header: 1956: [333, 671, 359, 683]
table-header: 1956: [335, 521, 361, 533]
table-row: 1957 + 3249 » »: [1173, 250, 1290, 262]
paragraph: Κατὰ τὸ 1957 ἡ κάλυψις τοῦ ἐλλείμματος ἀπῃτήσε ἀνάλωσιν τοῦ συναλλαγματικοῦ ἀποθέματος τῆς Τραπέζης τῆς Ἑλλάδος, ἔναντι 15,3 ἑκατ. τὸ ἀντίστοιχον 11μηνον τοῦ 1956. Τὸ συναλλαγματικὸν ἀπόθεμα τῆς Κεντρικῆς Τραπέζης ἀνήρχετο τὴν 30ὴν Νοεμβρίου 1957 εἰς 183,0 ἑκατ. δολλ. ἔναντι 194,3 ἑκατ. δολλ. τὴν 30ὴν Νοεμβρίου 1956 (ἐν τῷ ἀποθέματι τούτῳ περιλαμβάνονται τὰ ἐκ καταθέσεων τῶν μελῶν τοῦ ΝΑΤΟ κατὰ τὸ λῆξαν ἔτος κεφάλαια καθὼς καὶ διάφορα ἄλλα ποσά).: [440, 1000, 752, 1093]
x-tick-label: Ν: [592, 579, 598, 588]
section-heading-public-finance: ΔΗΜΟΣΙΑ ΟΙΚΟΝΟΜΙΚΑ: [853, 356, 1043, 373]
paragraph: Ἡ προβαλλομένη συνέχισις τῶν ὡς ἄνω ἐξελίξεων, αἵτινες βασικῶς ἀποδίδονται εἰς ἕνα εἰς τὴν ἐξασθένισιν τῆς ἀνταγωνιστικότητος τῆς ἐγχωρίου παραγωγῆς καὶ εἰς ἕτερον εἰς τὴν σύλληψιν καὶ αὔξησιν τῶν ἀνωτέρων εἰσοδηματικῶν τάξεων, διαγράφει ἐξαιρετικῶς δυσμενῆ προοπτικὴν διὰ τὴν μακροχρόνιον τοῦ ἰσοζυγίου πληρωμῶν καὶ τὸ ὕψος τοῦ συναλλαγματικοῦ ἀποθέματος.: [768, 284, 1128, 354]
price-index-svg: [1143, 683, 1443, 923]
x-tick-label: Ν: [1284, 888, 1290, 897]
table-cell: 147,3: [392, 555, 419, 567]
table-header: 1955: [272, 671, 299, 683]
table-row: [120, 594, 425, 605]
x-tick-label: Δ: [947, 1277, 952, 1286]
paragraph: Ἱκανοποιητικὴν σχετικῶς εἰκόνα τῆς ἑλληνικῆς οἰκονομίας κατὰ τὸ λῆξαν ἔτος παρέχουν διάφορα ἐξωτερικὰ στοιχεῖα αὐτῆς. Τὸ ἐπίπεδον τῶν τιμῶν παρέμεινε σταθερὸν —ἂν καὶ ὄχι εἰς τὸν βαθμὸν ποὺ ἐμφανίζουν οἱ ἐπίσημοι τιμάριθμοι. Σπανιότητες εἰς τὴν προσφορὰν ἀγαθῶν δὲν παρετηρήθησαν. Αἱ πιστωτικαὶ συνθῆκαι παρουσίασαν βελτίωσιν. Ἀλλ᾽ εἰς τοὺς τομεῖς οἱ ὁποῖοι προσδιορίζουν τὴν μονιμότητα τῶν ἀποδόσεων αὐτῶν καί, τὴν ἄνοδον τῆς οἰκονομίας τῆς χώρας αἱ ἐξελίξεις ὑπῆρξαν ἀντίθετοι. Οὕτω, τὸ πρόγραμμα οἰκονομικῆς ἀναπτύξεως ὑστερεῖ —τὸ ἔλλειμμα τοῦ ἐμπορευματικοῦ ἰσοζυγίου πληρωμῶν αὐξάνει εἰς βάρος τοῦ συναλλαγματικοῦ ἀποθέματος καὶ τῶν δυνατοτήτων τῆς ἀξιοποιήσεως τῶν ἐγχωρίων πόρων.: [120, 200, 425, 351]
x-tick-label: Μ: [1220, 888, 1226, 897]
table-cell: 168,5: [332, 727, 359, 739]
